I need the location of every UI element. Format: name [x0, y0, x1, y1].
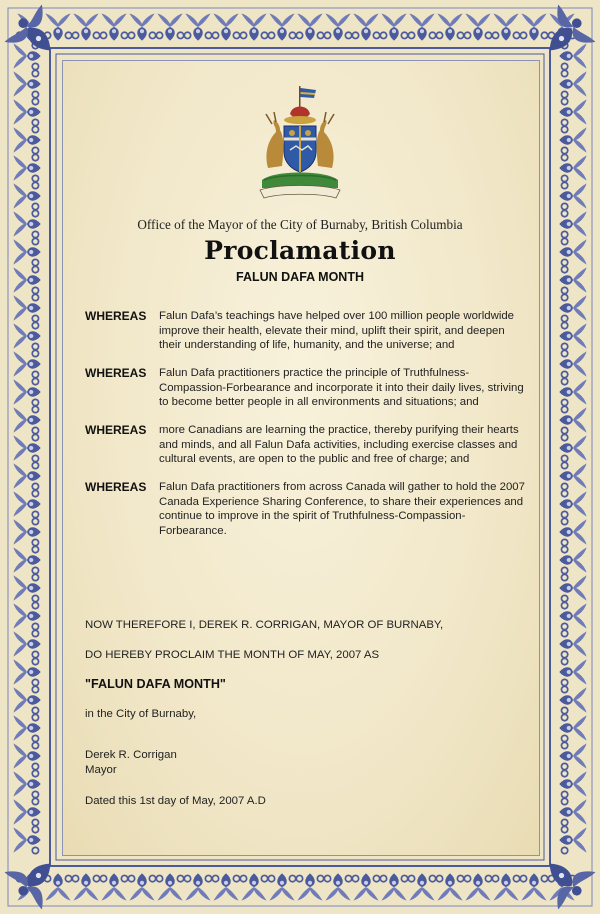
location-line: in the City of Burnaby, — [85, 708, 197, 720]
signatory-title: Mayor — [85, 764, 117, 776]
whereas-label: WHEREAS — [85, 480, 147, 494]
whereas-text: Falun Dafa practitioners from across Canada will gather to hold the 2007 Canada Experience Sharing Conference, to share their experiences and continue to improve in the spirit of Truthfulness-Compassion-Forbearance. — [159, 481, 525, 537]
whereas-label: WHEREAS — [85, 423, 147, 437]
burnaby-coat-of-arms-icon — [254, 84, 346, 208]
proclamation-subtitle: FALUN DAFA MONTH — [236, 270, 364, 284]
whereas-label: WHEREAS — [85, 309, 147, 323]
whereas-text: Falun Dafa practitioners practice the principle of Truthfulness-Compassion-Forbearance and incorporate it into their daily lives, striving to become better people in all environments and situations; and — [159, 367, 524, 409]
now-therefore-line: NOW THEREFORE I, DEREK R. CORRIGAN, MAYOR OF BURNABY, — [85, 619, 444, 631]
office-heading: Office of the Mayor of the City of Burnaby, British Columbia — [137, 217, 463, 232]
proclaimed-month-name: "FALUN DAFA MONTH" — [85, 677, 226, 691]
dated-line: Dated this 1st day of May, 2007 A.D — [85, 795, 266, 807]
signatory-name: Derek R. Corrigan — [85, 749, 177, 761]
whereas-label: WHEREAS — [85, 366, 147, 380]
whereas-text: Falun Dafa’s teachings have helped over 100 million people worldwide improve their health, elevate their mind, uplift their spirit, and deepen their understanding of life, humanity, and the universe; and — [159, 310, 515, 352]
whereas-text: more Canadians are learning the practice, thereby purifying their hearts and minds, and all Falun Dafa activities, including exercise classes and cultural events, are open to the public and free of charge; and — [159, 424, 519, 466]
do-hereby-line: DO HEREBY PROCLAIM THE MONTH OF MAY, 2007 AS — [85, 649, 380, 661]
proclamation-title: Proclamation — [204, 236, 396, 265]
